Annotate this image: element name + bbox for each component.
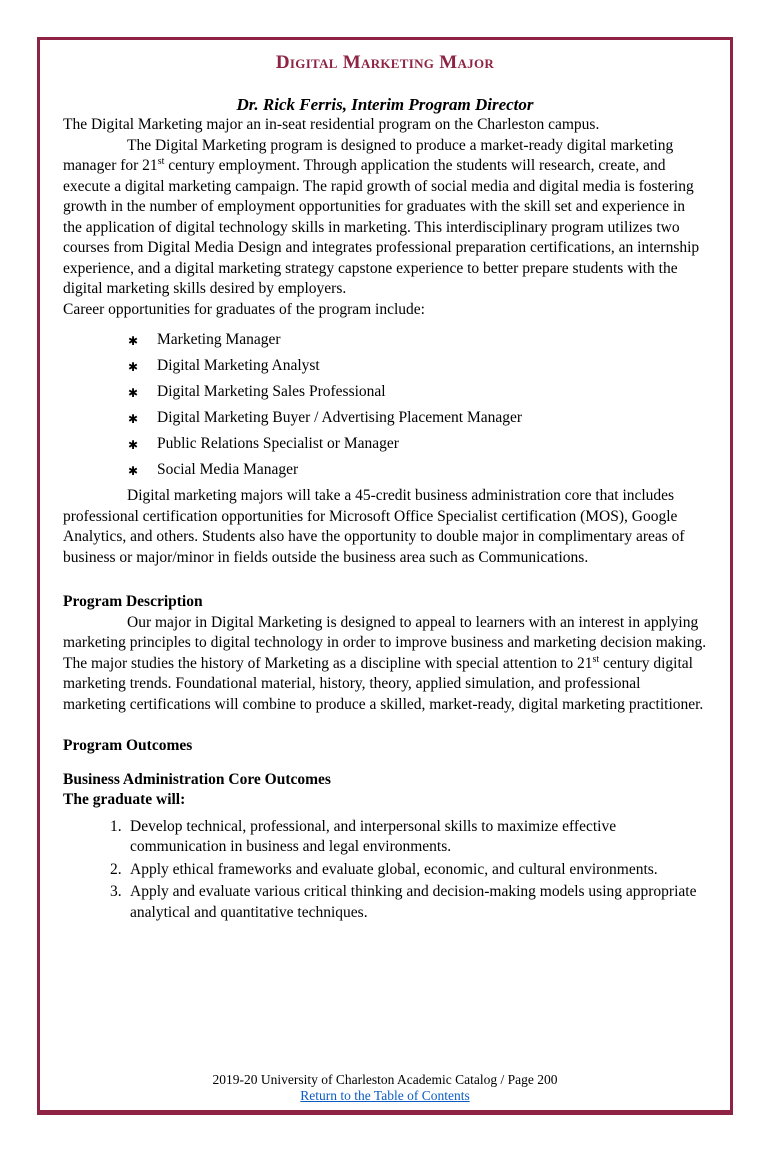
program-overview-paragraph bbox=[63, 136, 707, 300]
description-text-start: Our major in Digital Marketing is designed to appeal to learners with an interest in applying marketing principles to digital technology in order to improve business and marketing decision making. The major studies the history of Marketing as a discipline with special attention to 21 bbox=[63, 613, 707, 672]
bullet-icon: ✱ bbox=[128, 334, 139, 348]
list-item-career bbox=[128, 382, 707, 403]
list-item-outcome bbox=[110, 860, 707, 881]
superscript-st: st bbox=[157, 155, 165, 167]
career-label: Marketing Manager bbox=[157, 331, 281, 348]
description-text-end: century digital marketing trends. Foundational material, history, theory, applied simulation, and professional marketing certifications will combine to produce a skilled, market-ready, digital marketing practitioner. bbox=[63, 654, 704, 713]
list-item-career bbox=[128, 434, 707, 455]
core-outcomes-heading: Business Administration Core Outcomes bbox=[63, 770, 331, 788]
career-label: Digital Marketing Analyst bbox=[157, 357, 320, 374]
page-footer bbox=[40, 1072, 730, 1104]
overview-text-start: The Digital Marketing program is designed to produce a market-ready digital marketing manager for 21 bbox=[63, 136, 674, 174]
overview-text-end: century employment. Through application the students will research, create, and execute a digital marketing campaign. The rapid growth of social media and digital media is fostering growth in the number of employment opportunities for graduates with the skill set and experience in the application of digital technology skills in marketing. This interdisciplinary program utilizes two courses from Digital Media Design and integrates professional preparation certifications, an internship experience, and a digital marketing strategy capstone experience to better prepare students with the digital marketing skills desired by employers. bbox=[63, 157, 700, 297]
bullet-icon: ✱ bbox=[128, 386, 139, 400]
career-label: Public Relations Specialist or Manager bbox=[157, 435, 399, 452]
program-description-paragraph bbox=[63, 613, 707, 716]
bullet-icon: ✱ bbox=[128, 412, 139, 426]
bullet-icon: ✱ bbox=[128, 438, 139, 452]
list-item-career bbox=[128, 460, 707, 481]
outcome-text: Apply ethical frameworks and evaluate global, economic, and cultural environments. bbox=[130, 860, 658, 878]
business-core-paragraph: Digital marketing majors will take a 45-credit business administration core that includes professional certification opportunities for Microsoft Office Specialist certification (MOS), Google Analytics, and others. Students also have the opportunity to double major in complimentary areas of business or major/minor in fields outside the business area such as Communications. bbox=[63, 487, 685, 566]
intro-paragraph: The Digital Marketing major an in-seat residential program on the Charleston campus. bbox=[63, 116, 600, 133]
outcome-number: 3. bbox=[110, 883, 122, 900]
program-outcomes-heading: Program Outcomes bbox=[63, 737, 193, 754]
page-title: Digital Marketing Major bbox=[275, 52, 495, 73]
bullet-icon: ✱ bbox=[128, 360, 139, 374]
careers-list bbox=[128, 330, 707, 481]
list-item-outcome bbox=[110, 817, 707, 858]
outcome-number: 2. bbox=[110, 860, 122, 878]
list-item-outcome bbox=[110, 882, 707, 923]
superscript-st: st bbox=[592, 653, 600, 665]
program-description-heading: Program Description bbox=[63, 593, 203, 610]
outcome-number: 1. bbox=[110, 817, 122, 835]
list-item-career bbox=[128, 356, 707, 377]
document-content bbox=[63, 52, 707, 925]
list-item-career bbox=[128, 330, 707, 351]
careers-lead-line: Career opportunities for graduates of the program include: bbox=[63, 300, 425, 318]
outcome-text: Apply and evaluate various critical thinking and decision-making models using appropriate analytical and quantitative techniques. bbox=[130, 883, 697, 921]
program-director-subtitle: Dr. Rick Ferris, Interim Program Director bbox=[236, 95, 534, 114]
return-to-toc-link[interactable]: Return to the Table of Contents bbox=[300, 1088, 470, 1103]
outcomes-list bbox=[110, 817, 707, 924]
bullet-icon: ✱ bbox=[128, 464, 139, 478]
catalog-page-line: 2019-20 University of Charleston Academic Catalog / Page 200 bbox=[212, 1072, 558, 1087]
page-border-frame bbox=[37, 37, 733, 1115]
career-label: Social Media Manager bbox=[157, 461, 299, 478]
career-label: Digital Marketing Sales Professional bbox=[157, 383, 386, 400]
list-item-career bbox=[128, 408, 707, 429]
graduate-will-label: The graduate will: bbox=[63, 791, 186, 808]
outcome-text: Develop technical, professional, and interpersonal skills to maximize effective communication in business and legal environments. bbox=[130, 817, 617, 855]
career-label: Digital Marketing Buyer / Advertising Placement Manager bbox=[157, 409, 523, 426]
